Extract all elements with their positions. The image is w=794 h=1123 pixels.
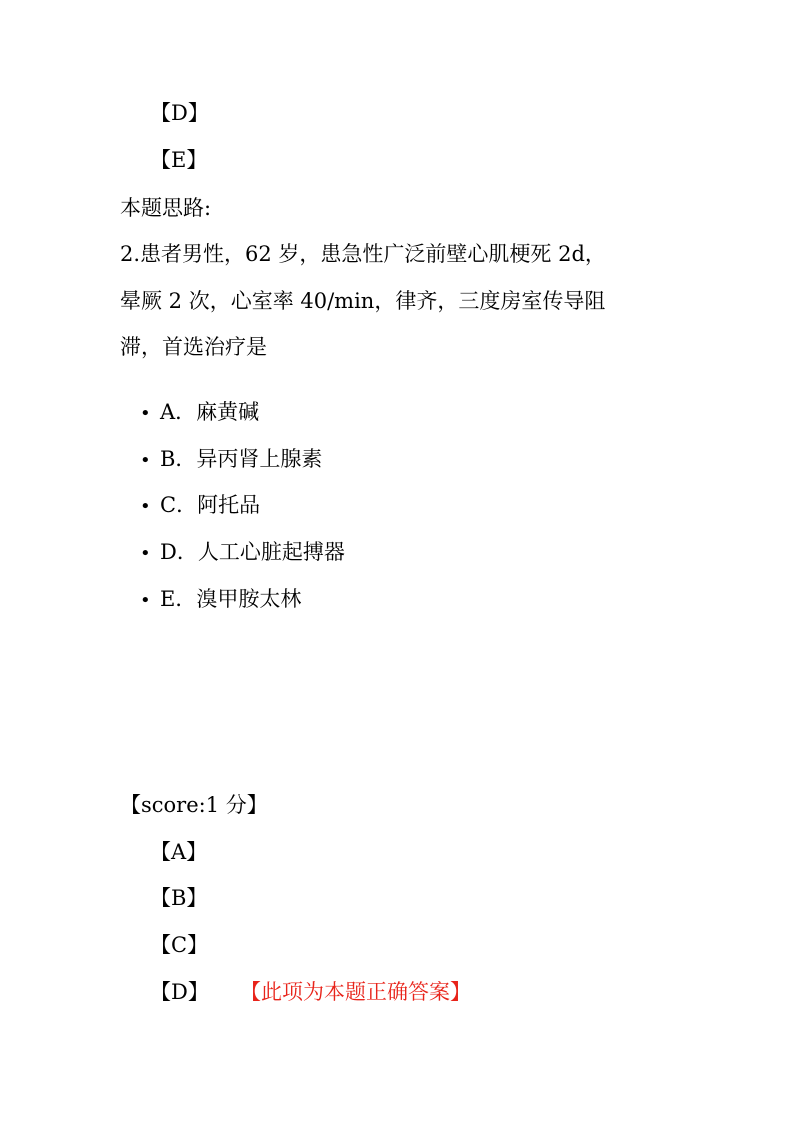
previous-option-d: 【D】 [150,101,209,125]
previous-option-e: 【E】 [150,148,208,172]
question-line-2: 晕厥 2 次，心室率 40/min，律齐，三度房室传导阻 [120,289,606,313]
answer-option-d: 【D】 [150,980,209,1004]
choice-e-text: E．溴甲胺太林 [160,587,302,611]
answer-option-b: 【B】 [150,886,208,910]
answer-option-a: 【A】 [150,840,208,864]
bullet-icon: • [140,543,151,564]
bullet-icon: • [140,590,151,611]
choice-e [140,585,301,615]
question-line-1: 2.患者男性，62 岁，患急性广泛前壁心肌梗死 2d， [120,242,606,266]
bullet-icon: • [140,496,151,517]
choice-a [140,398,259,428]
choice-c [140,491,260,521]
choice-d-text: D．人工心脏起搏器 [160,540,345,564]
choice-d [140,538,345,568]
choice-b-text: B．异丙肾上腺素 [160,447,323,471]
score-label: 【score:1 分】 [120,793,268,817]
choice-c-text: C．阿托品 [160,493,261,517]
choice-a-text: A．麻黄碱 [160,400,260,424]
choice-b [140,445,322,475]
question-line-3: 滞，首选治疗是 [120,335,267,359]
bullet-icon: • [140,450,151,471]
explanation-label: 本题思路: [120,196,212,220]
bullet-icon: • [140,403,151,424]
correct-answer-marker: 【此项为本题正确答案】 [240,980,471,1004]
answer-option-c: 【C】 [150,933,209,957]
